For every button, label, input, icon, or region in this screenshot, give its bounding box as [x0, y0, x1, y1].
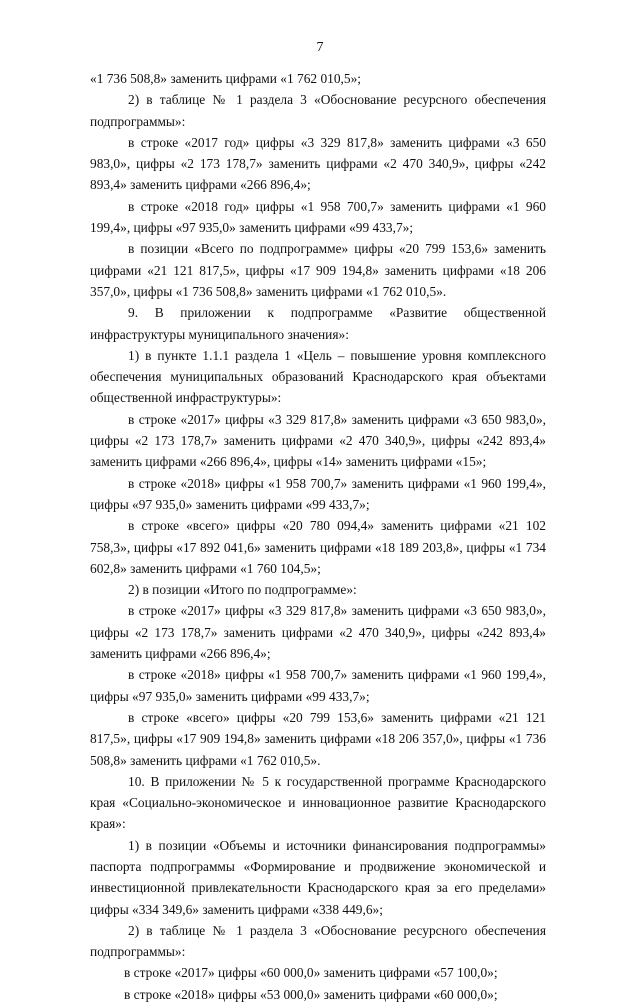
paragraph: в строке «2018» цифры «1 958 700,7» заменить цифрами «1 960 199,4», цифры «97 935,0» заменить цифрами «99 433,7»; — [90, 475, 546, 512]
paragraph: в строке «всего» цифры «20 799 153,6» заменить цифрами «21 121 817,5», цифры «17 909 194,8» заменить цифрами «18 206 357,0», цифры «1 736 508,8» заменить цифрами «1 762 010,5». — [90, 709, 546, 768]
paragraph: в строке «2017» цифры «3 329 817,8» заменить цифрами «3 650 983,0», цифры «2 173 178,7» заменить цифрами «2 470 340,9», цифры «242 893,4» заменить цифрами «266 896,4», цифры «14» заменить цифрами «15»; — [90, 411, 546, 470]
paragraph: 9. В приложении к подпрограмме «Развитие общественной инфраструктуры муниципального значения»: — [90, 305, 546, 342]
page-number: 7 — [316, 40, 324, 55]
paragraph: в строке «2017» цифры «60 000,0» заменить цифрами «57 100,0»; — [124, 965, 498, 981]
paragraph: в строке «2017 год» цифры «3 329 817,8» заменить цифрами «3 650 983,0», цифры «2 173 178,7» заменить цифрами «2 470 340,9», цифры «242 893,4» заменить цифрами «266 896,4»; — [90, 134, 546, 193]
paragraph: 1) в позиции «Объемы и источники финансирования подпрограммы» паспорта подпрограммы «Формирование и продвижение экономической и инвестиционной привлекательности Краснодарского края за его пределами» цифры «334 349,6» заменить цифрами «338 449,6»; — [90, 837, 546, 917]
paragraph: в строке «всего» цифры «20 780 094,4» заменить цифрами «21 102 758,3», цифры «17 892 041,6» заменить цифрами «18 189 203,8», цифры «1 734 602,8» заменить цифрами «1 760 104,5»; — [90, 518, 546, 576]
paragraph: в строке «2018» цифры «53 000,0» заменить цифрами «60 000,0»; — [124, 986, 498, 1002]
paragraph: в строке «2018» цифры «1 958 700,7» заменить цифрами «1 960 199,4», цифры «97 935,0» заменить цифрами «99 433,7»; — [90, 667, 546, 704]
paragraph: «1 736 508,8» заменить цифрами «1 762 010,5»; — [90, 71, 361, 86]
paragraph: 2) в позиции «Итого по подпрограмме»: — [128, 582, 357, 598]
paragraph: в строке «2018 год» цифры «1 958 700,7» заменить цифрами «1 960 199,4», цифры «97 935,0» заменить цифрами «99 433,7»; — [90, 198, 546, 236]
paragraph: в строке «2017» цифры «3 329 817,8» заменить цифрами «3 650 983,0», цифры «2 173 178,7» заменить цифрами «2 470 340,9», цифры «242 893,4» заменить цифрами «266 896,4»; — [90, 603, 546, 662]
document-body — [90, 68, 546, 1005]
paragraph: 2) в таблице № 1 раздела 3 «Обоснование ресурсного обеспечения подпрограммы»: — [90, 92, 546, 129]
paragraph: 1) в пункте 1.1.1 раздела 1 «Цель – повышение уровня комплексного обеспечения муниципальных образований Краснодарского края объектами общественной инфраструктуры»: — [90, 347, 546, 406]
paragraph: 10. В приложении № 5 к государственной программе Краснодарского края «Социально-экономическое и инновационное развитие Краснодарского края»: — [90, 773, 546, 832]
paragraph: 2) в таблице № 1 раздела 3 «Обоснование ресурсного обеспечения подпрограммы»: — [90, 922, 546, 960]
paragraph: в позиции «Всего по подпрограмме» цифры «20 799 153,6» заменить цифрами «21 121 817,5», цифры «17 909 194,8» заменить цифрами «18 206 357,0», цифры «1 736 508,8» заменить цифрами «1 762 010,5». — [90, 241, 546, 299]
